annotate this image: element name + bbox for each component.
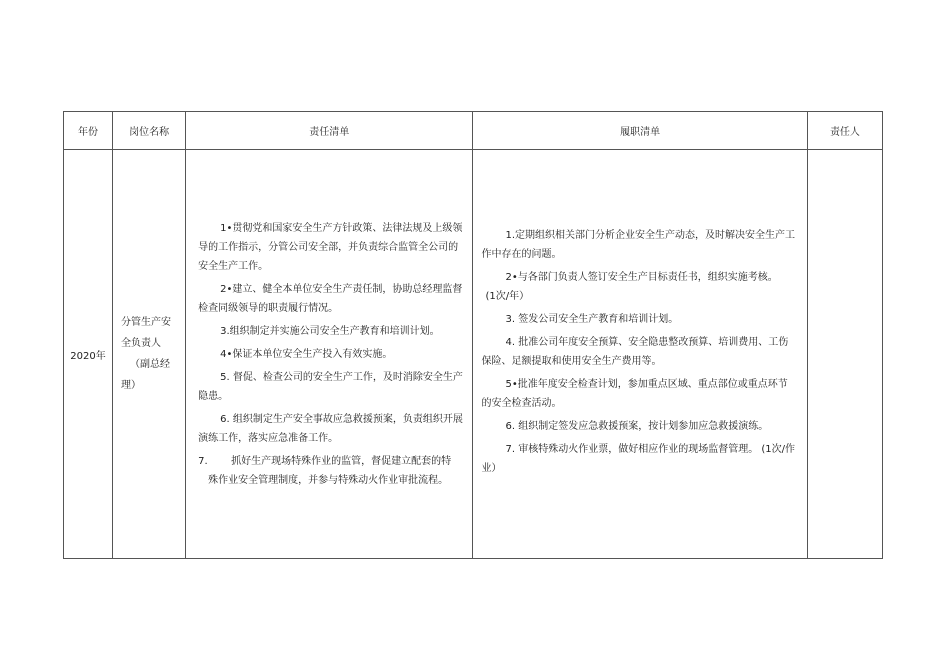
performance-item: 6. 组织制定签发应急救援预案，按计划参加应急救援演练。 [505, 421, 769, 432]
responsibility-number: 7. [198, 455, 208, 467]
responsibility-item-7-continued: 殊作业安全管理制度，并参与特殊动火作业审批流程。 [208, 474, 449, 486]
header-responsibilities: 责任清单 [186, 112, 473, 150]
responsibility-table [63, 111, 883, 559]
position-line: 全负责人 [121, 338, 162, 349]
performance-item: 7. 审核特殊动火作业票，做好相应作业的现场监督管理。 (1次/作业） [481, 444, 795, 474]
position-line: 分管生产安 [121, 317, 172, 328]
header-performance: 履职清单 [473, 112, 807, 150]
responsibility-text: 抓好生产现场特殊作业的监管，督促建立配套的特 [231, 455, 452, 467]
performance-item: 5•批准年度安全检查计划，参加重点区域、重点部位或重点环节的安全检查活动。 [481, 379, 788, 409]
performance-item: 3. 签发公司安全生产教育和培训计划。 [505, 314, 679, 325]
performance-item: 1.定期组织相关部门分析企业安全生产动态，及时解决安全生产工作中存在的问题。 [481, 230, 796, 260]
header-position: 岗位名称 [113, 112, 186, 150]
header-year: 年份 [64, 112, 113, 150]
table-row [64, 150, 883, 559]
performance-item: 2•与各部门负责人签订安全生产目标责任书，组织实施考核。 [505, 272, 778, 283]
position-line: （副总经 [130, 359, 171, 370]
header-person: 责任人 [807, 112, 882, 150]
responsibility-item: 5. 督促、检查公司的安全生产工作，及时消除安全生产隐患。 [198, 371, 463, 402]
performance-cell [473, 150, 807, 559]
responsibilities-cell [186, 150, 473, 559]
position-line: 理） [121, 380, 142, 391]
performance-item: 4. 批准公司年度安全预算、安全隐患整改预算、培训费用、工伤保险、足额提取和使用安全生产费用等。 [481, 337, 789, 367]
responsibility-item: 3.组织制定并实施公司安全生产教育和培训计划。 [220, 325, 440, 337]
person-cell [807, 150, 882, 559]
responsibility-item-7 [198, 452, 464, 471]
responsibility-item: 2•建立、健全本单位安全生产责任制，协助总经理监督检查同级领导的职责履行情况。 [198, 283, 463, 314]
responsibility-item: 1•贯彻党和国家安全生产方针政策、法律法规及上级领导的工作指示，分管公司安全部，并负责综合监管全公司的安全生产工作。 [198, 222, 463, 272]
responsibility-item: 6. 组织制定生产安全事故应急救援预案，负责组织开展演练工作，落实应急准备工作。 [198, 413, 463, 444]
header-row [64, 112, 883, 150]
year-cell: 2020年 [64, 150, 113, 559]
position-cell [113, 150, 186, 559]
performance-item: (1次/年） [485, 291, 530, 302]
responsibility-item: 4•保证本单位安全生产投入有效实施。 [220, 348, 393, 360]
